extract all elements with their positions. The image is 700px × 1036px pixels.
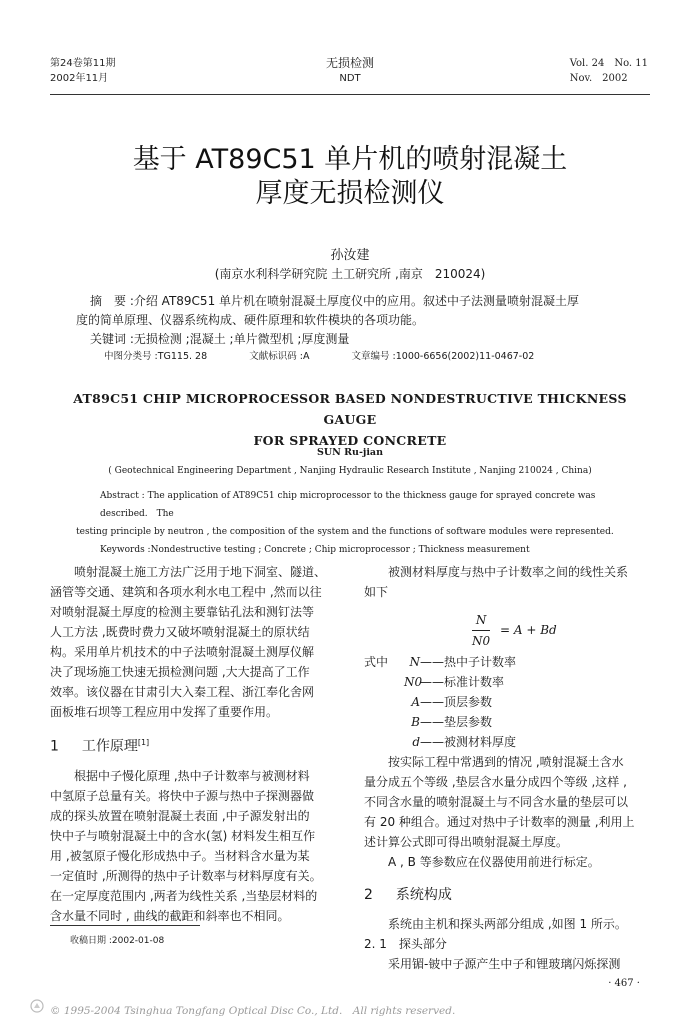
symbol-definition [364,652,650,672]
english-keywords: Keywords :Nondestructive testing ; Concrete ; Chip microprocessor ; Thickness measurement [100,545,530,555]
definition-symbol: N [409,655,420,669]
symbol-definition [364,732,650,752]
issue-volume: Vol. 24 No. 11 [569,58,648,69]
intro-line: 效率。该仪器在甘肃引大入秦工程、浙江奉化舍网 [50,685,315,699]
english-abstract [76,487,628,559]
publisher-logo-icon [30,998,44,1012]
definition-symbol: B [411,715,420,729]
grading-line: 不同含水量的喷射混凝土与不同含水量的垫层可以 [364,795,629,809]
intro-line: 构。采用单片机技术的中子法喷射混凝土测厚仪解 [50,645,315,659]
principle-line: 一定值时 ,所测得的热中子计数率与材料厚度有关。 [50,868,322,883]
formula [472,610,650,646]
journal-volume-line: 第24卷第11期 [50,58,116,69]
english-title [50,388,650,451]
document-code: 文献标识码 :A [249,351,310,362]
formula-rhs: = A + Bd [499,623,557,637]
section-1-title: 工作原理 [81,738,138,755]
formula-denominator: N0 [472,634,491,648]
english-author: SUN Ru-jian [317,447,383,458]
author-affiliation: (南京水利科学研究院 土工研究所 ,南京 210024) [214,267,486,281]
subsection-2-1-text: 采用镅-铍中子源产生中子和锂玻璃闪烁探测 [388,957,621,971]
intro-line: 对喷射混凝土厚度的检测主要靠钻孔法和测钉法等 [50,605,315,619]
classification-line [76,349,628,365]
calibration-paragraph: A , B 等参数应在仪器使用前进行标定。 [388,855,600,869]
principle-line: 快中子与喷射混凝土中的含水(氢) 材料发生相互作 [50,828,316,843]
definition-prefix: 式中 [364,655,389,669]
received-date: 收稿日期 :2002-01-08 [70,936,165,946]
intro-line: 涵管等交通、建筑和各项水利水电工程中 ,然而以往 [50,585,322,599]
right-column [364,562,650,974]
journal-date-line: 2002年11月 [50,73,109,84]
symbol-definitions [364,652,650,752]
paper-title-line2: 厚度无损检测仪 [255,178,445,209]
principle-line: 含水量不同时 , 曲线的截距和斜率也不相同。 [50,908,290,923]
paper-title-line1: 基于 AT89C51 单片机的喷射混凝土 [132,144,568,175]
footnote-rule [50,925,200,926]
definition-symbol: N0 [404,675,423,689]
grading-line: 述计算公式即可得出喷射混凝土厚度。 [364,835,569,849]
page-number: · 467 · [608,978,640,989]
intro-line: 决了现场施工快速无损检测问题 ,大大提高了工作 [50,665,310,679]
principle-line: 根据中子慢化原理 ,热中子计数率与被测材料 [74,768,310,783]
definition-text: ——热中子计数率 [420,655,517,669]
grading-line: 有 20 种组合。通过对热中子计数率的测量 ,利用上 [364,815,635,829]
intro-line: 面板堆石坝等工程应用中发挥了重要作用。 [50,705,279,719]
english-abstract-line2: testing principle by neutron , the composition of the system and the functions of software modules were represented. [76,527,614,537]
grading-line: 量分成五个等级 ,垫层含水量分成四个等级 ,这样 , [364,775,627,789]
definition-text: ——顶层参数 [420,695,493,709]
copyright-notice: © 1995-2004 Tsinghua Tongfang Optical Disc Co., Ltd. All rights reserved. [50,1005,456,1017]
english-abstract-line1: Abstract : The application of AT89C51 chip microprocessor to the thickness gauge for sprayed concrete was described. The [100,491,596,519]
grading-line: 按实际工程中常遇到的情况 ,喷射混凝土含水 [388,755,624,769]
definition-text: ——被测材料厚度 [420,735,517,749]
definition-text: ——标准计数率 [420,675,505,689]
section-2-text: 系统由主机和探头两部分组成 ,如图 1 所示。 [388,917,627,931]
english-title-line2: FOR SPRAYED CONCRETE [253,433,447,448]
grading-paragraph [364,752,650,852]
definition-symbol: d [412,735,420,749]
intro-line: 喷射混凝土施工方法广泛用于地下洞室、隧道、 [74,565,327,579]
section-1-heading [50,732,336,758]
symbol-definition [364,712,650,732]
section-1-number: 1 [50,738,59,755]
author-name: 孙汝建 [330,248,370,263]
relation-line: 被测材料厚度与热中子计数率之间的线性关系 [388,565,629,579]
keywords-cn: 关键词 :无损检测 ;混凝土 ;单片微型机 ;厚度测量 [90,332,350,346]
english-title-line1: AT89C51 CHIP MICROPROCESSOR BASED NONDESTRUCTIVE THICKNESS GAUGE [73,391,627,427]
formula-numerator: N [472,610,490,631]
left-column [50,562,336,926]
english-affiliation: ( Geotechnical Engineering Department , Nanjing Hydraulic Research Institute , Nanjing 210024 , China) [108,466,592,476]
paper-title [0,143,700,211]
journal-issue [570,56,648,86]
formula-fraction [472,610,490,651]
definition-text: ——垫层参数 [420,715,493,729]
issue-date: Nov. 2002 [569,73,628,84]
symbol-definition [364,672,650,692]
principle-line: 成的探头放置在喷射混凝土表面 ,中子源发射出的 [50,808,310,823]
abstract-cn [76,292,628,365]
intro-line: 人工方法 ,既费时费力又破坏喷射混凝土的原状结 [50,625,310,639]
relation-line: 如下 [364,585,389,599]
principle-paragraph [50,766,336,926]
abstract-cn-line1: 摘 要 :介绍 AT89C51 单片机在喷射混凝土厚度仪中的应用。叙述中子法测量喷射混凝土厚 [90,294,580,308]
principle-line: 中氢原子总量有关。将快中子源与热中子探测器做 [50,788,315,803]
subsection-2-1-heading: 2. 1 探头部分 [364,937,447,951]
relation-paragraph [364,562,650,602]
definition-symbol: A [411,695,420,709]
journal-name-en: NDT [339,73,361,84]
principle-line: 用 ,被氢原子慢化形成热中子。当材料含水量为某 [50,848,310,863]
section-2-title: 系统构成 [395,887,452,903]
section-1-reference: [1] [137,738,150,747]
header-rule [50,94,650,95]
intro-paragraph [50,562,336,722]
article-number: 文章编号 :1000-6656(2002)11-0467-02 [351,351,535,362]
symbol-definition [364,692,650,712]
journal-name-cn: 无损检测 [325,56,374,70]
abstract-cn-line2: 度的简单原理、仪器系统构成、硬件原理和软件模块的各项功能。 [76,313,425,327]
class-number: 中图分类号 :TG115. 28 [104,351,208,362]
section-2-number: 2 [364,887,373,903]
section-2-heading [364,884,650,906]
principle-line: 在一定厚度范围内 ,两者为线性关系 ,当垫层材料的 [50,888,318,903]
